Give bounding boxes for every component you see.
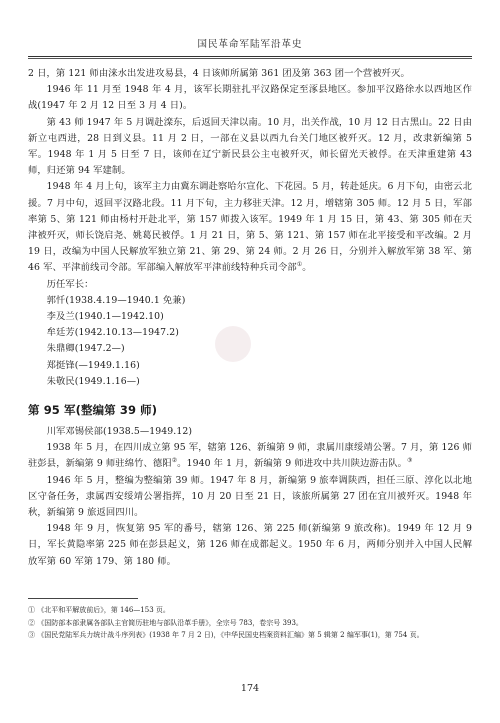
footnote: ③ 《国民党陆军兵力统计战斗序列表》(1938 年 7 月 2 日)，《中华民国史档案资料汇编》第 5 辑第 2 编军事(1)，第 754 页。 (28, 631, 424, 639)
commander-item: 朱敬民(1949.1.16—) (46, 375, 140, 387)
commanders-list (28, 293, 472, 390)
footnote: ② 《国防部本部隶属各部队主官简历驻地与部队沿革手册》，全宗号 783，卷宗号 393。 (28, 618, 303, 627)
paragraph: 1948 年 4 月上旬，该军主力由冀东调赴察哈尔宣化、下花园。5 月，转赴延庆。6 月下旬，由密云北援。7 月中旬，返回平汉路北段。11 月下旬，主力移驻天津。12 月，增辖第 305 师。12 月 5 日，军部率第 5、第 121 师由杨村开赴北平，第 157 师拨入该军。1949 年 1 月 15 日，第 43、第 305 师在天津被歼灭，师长饶启尧、姚葛民被俘。1 月 21 日，第 5、第 121、第 157 师在北平接受和平改编。2 月 19 日，改编为中国人民解放军独立第 21、第 29、第 24 师。2 月 26 日，分别并入解放军第 38 军、第 46 军、平津前线司令部。军部编入解放军平津前线特种兵司令部①。 (28, 181, 472, 274)
commander-item: 牟廷芳(1942.10.13—1947.2) (46, 327, 179, 339)
footnote: ① 《北平和平解放前后》，第 146—153 页。 (28, 606, 170, 614)
running-header: 国民革命军陆军沿革史 (197, 39, 303, 50)
footnote-rule (28, 598, 138, 599)
section-heading: 第 95 军(整编第 39 师) (28, 403, 158, 418)
footnote-mark: ① (296, 261, 303, 269)
header-rule (28, 56, 472, 57)
paragraph: 第 43 师 1947 年 5 月调赴滦东，后返回天津以南。10 月，出关作战，10 月 12 日古黑山。22 日由新立屯西进，28 日到义县。11 月 2 日，一部在义县以西九台关门地区被歼灭。12 月，改隶新编第 5 军。1948 年 1 月 5 日至 7 日，该师在辽宁新民县公主屯被歼灭，师长留光天被俘。在天津重建第 43 师，归还第 94 军建制。 (28, 116, 472, 177)
footnotes (28, 604, 472, 642)
commander-item: 郑挺锋(—1949.1.16) (46, 359, 140, 371)
footnote-mark: ③ (407, 457, 413, 465)
paragraph (28, 440, 472, 472)
paragraph: 1946 年 5 月，整编为整编第 39 师。1947 年 8 月，新编第 9 旅奉调陕西，担任三原、淳化以北地区守备任务，隶属西安绥靖公署指挥，10 月 20 日至 21 日，该旅所属第 27 团在宜川被歼灭。1948 年秋，新编第 9 旅返回四川。 (28, 474, 472, 519)
commanders-title: 历任军长： (46, 278, 94, 290)
paragraph: 川军邓锡侯部(1938.5—1949.12) (46, 426, 193, 438)
page-body (28, 66, 472, 570)
commander-item: 朱鼎卿(1947.2—) (46, 343, 125, 355)
paragraph: 2 日，第 121 师由涞水出发进攻易县，4 日该师所属第 361 团及第 363 团一个营被歼灭。 (28, 68, 410, 79)
paragraph-text: 1948 年 4 月上旬，该军主力由冀东调赴察哈尔宣化、下花园。5 月，转赴延庆。6 月下旬，由密云北援。7 月中旬，返回平汉路北段。11 月下旬，主力移驻天津。12 月，增辖第 305 师。12 月 5 日，军部率第 5、第 121 师由杨村开赴北平，第 157 师拨入该军。1949 年 1 月 15 日，第 43、第 305 师在天津被歼灭，师长饶启尧、姚葛民被俘。1 月 21 日，第 5、第 121、第 157 师在北平接受和平改编。2 月 19 日，改编为中国人民解放军独立第 21、第 29、第 24 师。2 月 26 日，分别并入解放军第 38 军、第 46 军、平津前线司令部。军部编入解放军平津前线特种兵司令部 (28, 181, 472, 274)
paragraph-text: 1938 年 5 月，在四川成立第 95 军，辖第 126、新编第 9 师，隶属川康绥靖公署。7 月，第 126 师驻彭县，新编第 9 师驻绵竹、德阳 (28, 442, 472, 470)
page-number: 174 (240, 683, 260, 694)
paragraph: 1946 年 11 月至 1948 年 4 月，该军长期驻扎平汉路保定至涿县地区。参加平汉路徐水以西地区作战(1947 年 2 月 12 日至 3 月 4 日)。 (28, 84, 472, 112)
paragraph: 1948 年 9 月，恢复第 95 军的番号，辖第 126、第 225 师(新编第 9 旅改称)。1949 年 12 月 9 日，军长黄隐率第 225 师在彭县起义，第 126 师在成都起义。1950 年 6 月，两师分别并入中国人民解放军第 60 军第 179、第 180 师。 (28, 523, 472, 567)
commander-item: 李及兰(1940.1—1942.10) (46, 311, 164, 323)
footnote-mark: ② (171, 457, 178, 465)
commander-item: 郭忏(1938.4.19—1940.1 免兼) (46, 294, 186, 306)
header-rule-thin (28, 58, 472, 59)
paragraph-text: 。1940 年 1 月，新编第 9 师进攻中共川陕边游击队。 (177, 458, 408, 470)
